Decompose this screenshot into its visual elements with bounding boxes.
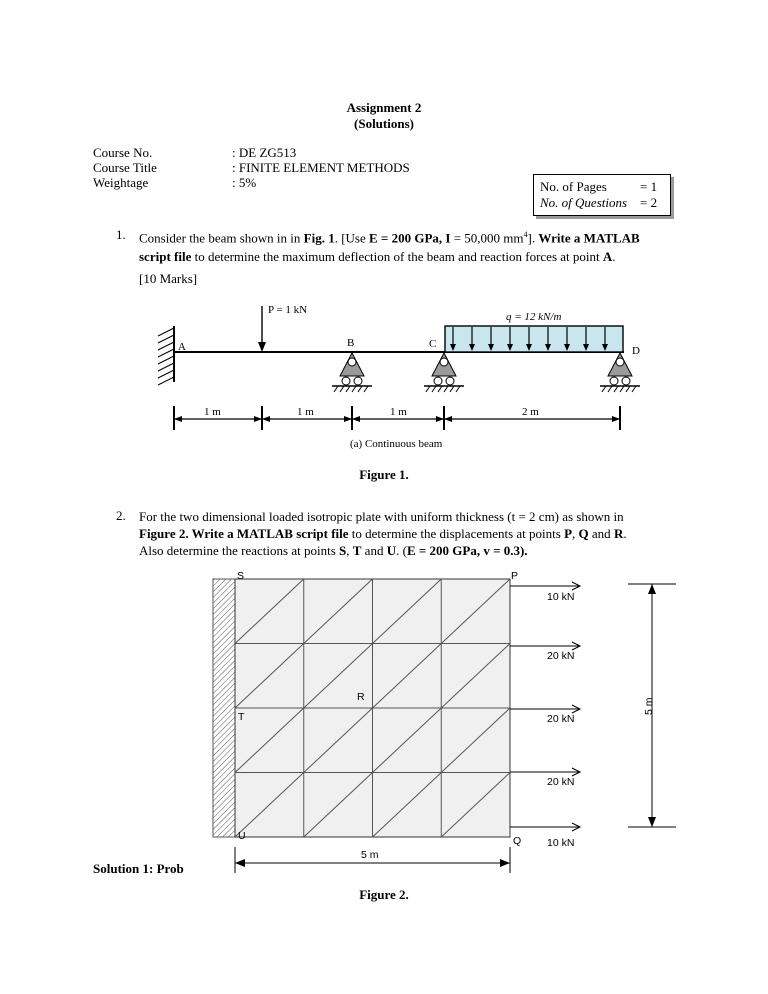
point-C-label: C	[429, 338, 437, 350]
point-S-label: S	[237, 570, 245, 582]
roller-support-D	[600, 353, 640, 392]
dim-2-label: 1 m	[297, 406, 314, 418]
load-1-label: 10 kN	[547, 591, 575, 603]
point-load-P	[258, 306, 266, 352]
q1-text-line2: script file to determine the maximum deflection of the beam and reaction forces at point A.	[139, 249, 616, 264]
roller-support-B	[332, 353, 372, 392]
plate-figure	[200, 565, 680, 880]
point-A-label: A	[178, 341, 186, 353]
load-P-label: P = 1 kN	[268, 304, 308, 316]
course-title-label: Course Title	[93, 160, 157, 175]
questions-label: No. of Questions	[540, 195, 628, 210]
course-no-value: : DE ZG513	[232, 145, 297, 160]
point-R-label: R	[357, 691, 365, 703]
q2-number: 2.	[116, 508, 126, 523]
q1-number: 1.	[116, 227, 126, 242]
figure2-caption: Figure 2.	[359, 887, 409, 902]
point-P-label: P	[511, 570, 519, 582]
solution-label: Solution 1: Prob	[93, 861, 184, 876]
weightage-label: Weightage	[93, 175, 149, 190]
point-T-label: T	[238, 711, 245, 723]
weightage-value: : 5%	[232, 175, 257, 190]
course-title-value: : FINITE ELEMENT METHODS	[232, 160, 410, 175]
load-arrows	[510, 586, 580, 827]
height-dim-label: 5 m	[643, 697, 655, 715]
load-3-label: 20 kN	[547, 713, 575, 725]
load-4-label: 20 kN	[547, 776, 575, 788]
dim-4-label: 2 m	[522, 406, 539, 418]
load-q-label: q = 12 kN/m	[506, 311, 562, 323]
fixed-wall	[213, 579, 235, 837]
q1-text: Consider the beam shown in in Fig. 1. [Use E = 200 GPa, I = 50,000 $mm^4$]. Write a MATLAB	[139, 230, 640, 246]
point-D-label: D	[632, 345, 640, 357]
point-B-label: B	[347, 337, 355, 349]
beam-figure	[140, 296, 660, 456]
load-2-label: 20 kN	[547, 650, 575, 662]
q2-text: For the two dimensional loaded isotropic plate with uniform thickness (t = 2 cm) as shown in Figure 2. Write a MATLAB script file to determine the displacements at points P, Q and R. Also determine the reactions at points S, T and U. (E = 200 GPa, v = 0.3).	[139, 509, 627, 558]
figure1-caption: Figure 1.	[359, 467, 409, 482]
distributed-load-q	[445, 326, 623, 352]
doc-subtitle: (Solutions)	[354, 116, 414, 131]
fixed-support-A	[158, 326, 174, 385]
dim-1-label: 1 m	[204, 406, 221, 418]
pages-value: = 1	[640, 179, 658, 194]
doc-title: Assignment 2	[346, 100, 422, 115]
load-5-label: 10 kN	[547, 837, 575, 849]
course-no-label: Course No.	[93, 145, 153, 160]
width-dim-label: 5 m	[361, 849, 379, 861]
point-Q-label: Q	[513, 835, 522, 847]
point-U-label: U	[238, 830, 246, 842]
dim-3-label: 1 m	[390, 406, 407, 418]
roller-support-C	[424, 353, 464, 392]
beam-subcaption: (a) Continuous beam	[350, 438, 443, 450]
q1-marks: [10 Marks]	[139, 271, 198, 286]
questions-value: = 2	[640, 195, 658, 210]
pages-label: No. of Pages	[540, 179, 607, 194]
info-box	[533, 174, 671, 216]
